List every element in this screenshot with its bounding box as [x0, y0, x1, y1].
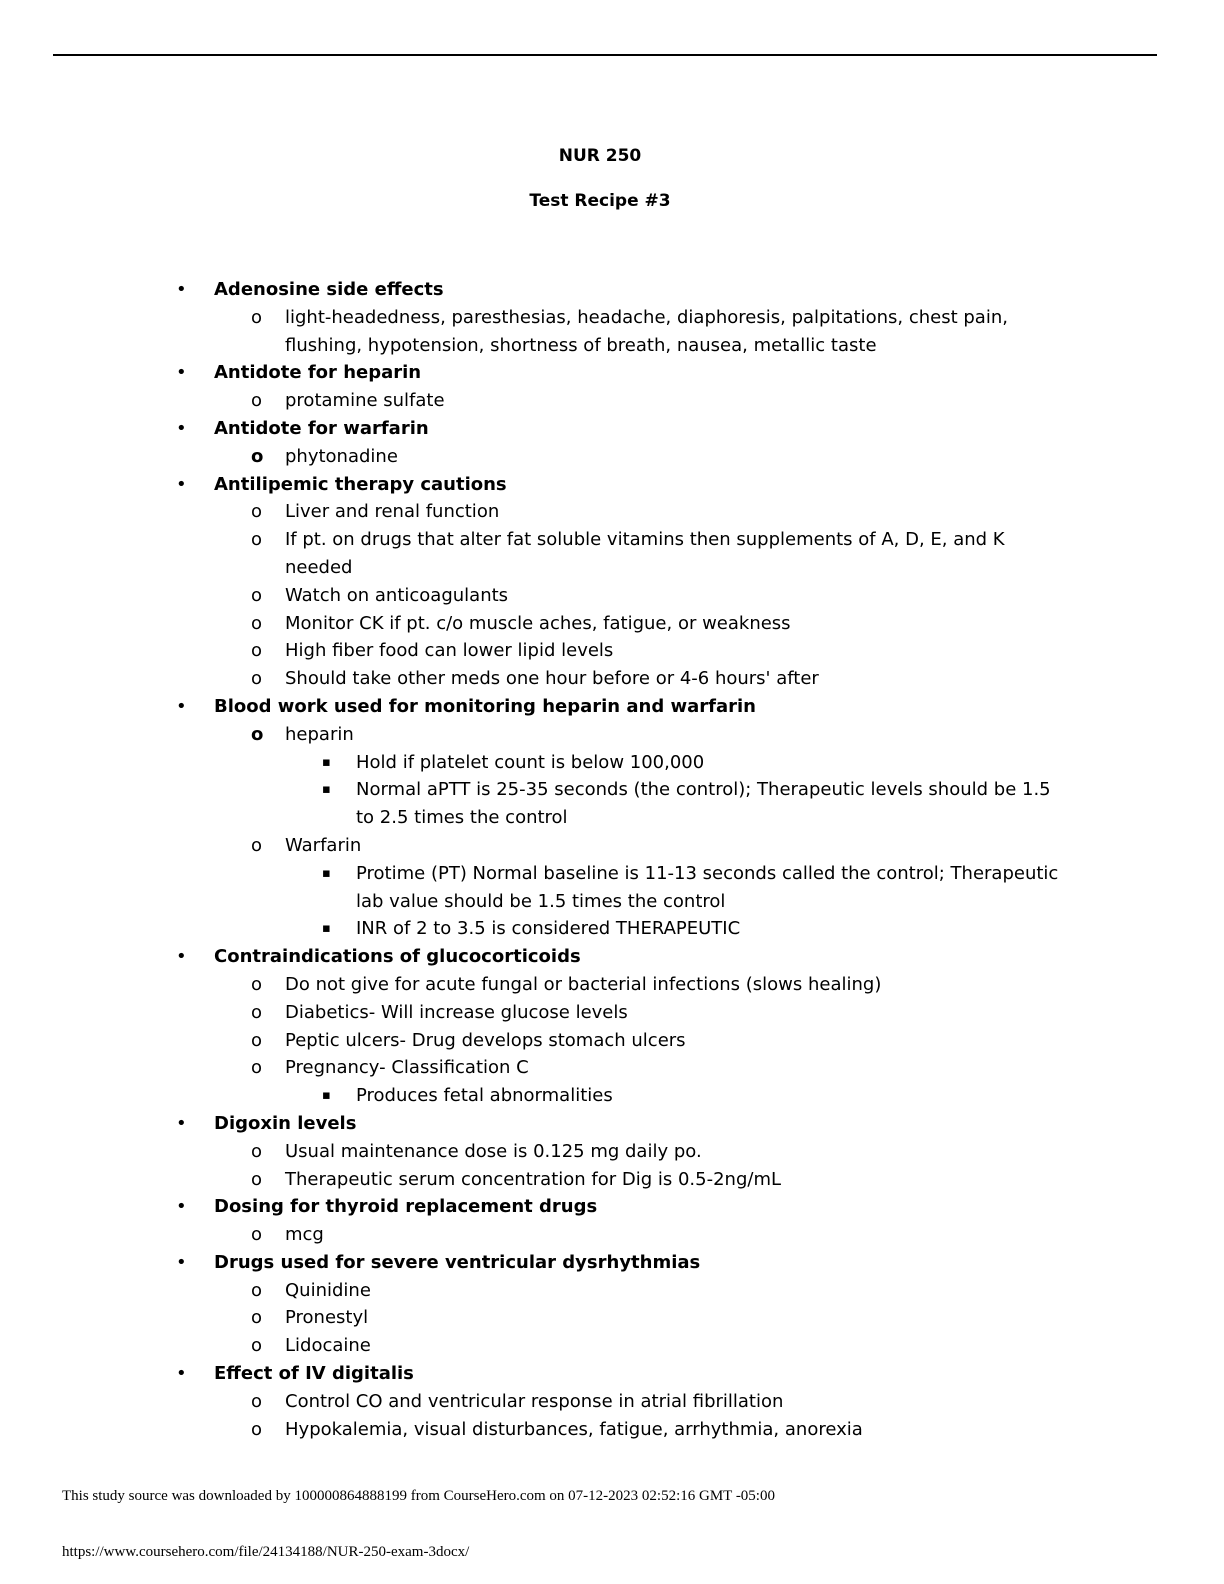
list-item: [0, 610, 1224, 638]
circle-marker: o: [251, 973, 263, 995]
heading-text: Contraindications of glucocorticoids: [214, 946, 581, 968]
item-text: mcg: [285, 1224, 324, 1246]
item-text: Warfarin: [285, 834, 362, 856]
heading-text: Adenosine side effects: [214, 279, 444, 300]
heading-text: Antidote for heparin: [214, 362, 422, 384]
item-text: Pronestyl: [285, 1307, 369, 1329]
list-item: [0, 860, 1224, 916]
list-item: [0, 971, 1224, 999]
item-text: phytonadine: [285, 445, 398, 467]
download-notice: This study source was downloaded by 100000864888199 from CourseHero.com on 07-12-2023 02:52:16 GMT -05:00: [62, 1488, 775, 1504]
bullet-marker: •: [176, 1196, 187, 1218]
list-item: [0, 582, 1224, 610]
list-item: [0, 1416, 1224, 1444]
circle-marker: o: [251, 1335, 263, 1357]
circle-marker: o: [251, 1279, 263, 1301]
item-text: Protime (PT) Normal baseline is 11-13 seconds called the control; Therapeutic lab value should be 1.5 times the control: [356, 862, 1059, 912]
circle-marker: o: [251, 390, 263, 412]
list-item: [0, 304, 1224, 360]
list-item-heading: [0, 1193, 1224, 1221]
list-item: [0, 1138, 1224, 1166]
list-item: [0, 776, 1224, 832]
circle-marker: o: [251, 501, 263, 523]
circle-marker: o: [251, 1001, 263, 1023]
list-item: [0, 1082, 1224, 1110]
item-text: Do not give for acute fungal or bacterial infections (slows healing): [285, 973, 882, 995]
item-text: Hold if platelet count is below 100,000: [356, 751, 705, 773]
list-item-heading: [0, 943, 1224, 971]
item-text: Monitor CK if pt. c/o muscle aches, fatigue, or weakness: [285, 612, 791, 634]
list-item: [0, 1054, 1224, 1082]
list-item: [0, 526, 1224, 582]
square-marker: ▪: [322, 754, 331, 770]
list-item-heading: [0, 1110, 1224, 1138]
item-text: Usual maintenance dose is 0.125 mg daily po.: [285, 1140, 702, 1162]
circle-marker: o: [251, 640, 263, 662]
list-item-heading: [0, 693, 1224, 721]
bullet-marker: •: [176, 362, 187, 384]
list-item: [0, 665, 1224, 693]
source-url-link[interactable]: https://www.coursehero.com/file/24134188/NUR-250-exam-3docx/: [62, 1544, 470, 1560]
item-text: Peptic ulcers- Drug develops stomach ulcers: [285, 1029, 686, 1051]
circle-marker: o: [251, 1224, 263, 1246]
circle-marker: o: [251, 612, 263, 634]
bullet-marker: •: [176, 1251, 187, 1273]
item-text: Control CO and ventricular response in atrial fibrillation: [285, 1390, 784, 1412]
list-item: [0, 1221, 1224, 1249]
circle-marker: o: [251, 668, 263, 690]
heading-text: Digoxin levels: [214, 1112, 357, 1134]
bullet-marker: •: [176, 695, 187, 717]
item-text: Liver and renal function: [285, 501, 500, 523]
list-item: [0, 387, 1224, 415]
document-title: NUR 250: [558, 146, 642, 166]
heading-text: Effect of IV digitalis: [214, 1363, 414, 1385]
list-item-heading: [0, 1249, 1224, 1277]
item-text: If pt. on drugs that alter fat soluble vitamins then supplements of A, D, E, and K needed: [285, 529, 1005, 578]
heading-text: Antidote for warfarin: [214, 417, 429, 439]
list-item: [0, 1304, 1224, 1332]
circle-marker: o: [251, 1307, 263, 1329]
list-item-heading: [0, 415, 1224, 443]
item-text: INR of 2 to 3.5 is considered THERAPEUTIC: [356, 918, 741, 940]
item-text: Pregnancy- Classification C: [285, 1057, 529, 1079]
top-rule: [53, 54, 1157, 56]
list-item: [0, 1332, 1224, 1360]
square-marker: ▪: [322, 921, 331, 937]
circle-marker: o: [251, 1168, 263, 1190]
bullet-marker: •: [176, 946, 187, 968]
bullet-marker: •: [176, 417, 187, 439]
list-item: [0, 498, 1224, 526]
bullet-marker: •: [176, 1112, 187, 1134]
list-item: [0, 999, 1224, 1027]
circle-marker: o: [251, 1418, 263, 1440]
heading-text: Blood work used for monitoring heparin and warfarin: [214, 695, 756, 717]
item-text: Hypokalemia, visual disturbances, fatigue, arrhythmia, anorexia: [285, 1418, 863, 1440]
item-text: Produces fetal abnormalities: [356, 1085, 613, 1107]
heading-text: Antilipemic therapy cautions: [214, 473, 507, 495]
item-text: light-headedness, paresthesias, headache, diaphoresis, palpitations, chest pain, flushing, hypotension, shortness of breath, nausea, metallic taste: [285, 306, 1008, 356]
circle-marker: o: [251, 584, 263, 606]
list-item: [0, 1388, 1224, 1416]
list-item: [0, 721, 1224, 749]
item-text: Diabetics- Will increase glucose levels: [285, 1001, 628, 1023]
item-text: Quinidine: [285, 1279, 371, 1301]
item-text: protamine sulfate: [285, 390, 445, 412]
notes-list: [0, 276, 1224, 1443]
list-item: [0, 443, 1224, 471]
item-text: Therapeutic serum concentration for Dig is 0.5-2ng/mL: [285, 1168, 782, 1190]
square-marker: ▪: [322, 865, 331, 881]
bullet-marker: •: [176, 473, 187, 495]
item-text: heparin: [285, 723, 354, 745]
list-item-heading: [0, 471, 1224, 499]
list-item: [0, 637, 1224, 665]
item-text: Watch on anticoagulants: [285, 584, 509, 606]
circle-marker: o: [251, 834, 263, 856]
heading-text: Drugs used for severe ventricular dysrhythmias: [214, 1251, 701, 1273]
list-item: [0, 832, 1224, 860]
list-item: [0, 749, 1224, 777]
list-item-heading: [0, 276, 1224, 304]
circle-marker: o: [251, 306, 263, 328]
list-item-heading: [0, 1360, 1224, 1388]
bullet-marker: •: [176, 1363, 187, 1385]
item-text: Lidocaine: [285, 1335, 371, 1357]
circle-marker: o: [251, 1057, 263, 1079]
item-text: Normal aPTT is 25-35 seconds (the control); Therapeutic levels should be 1.5 to 2.5 times the control: [356, 779, 1051, 829]
square-marker: ▪: [322, 782, 331, 798]
list-item-heading: [0, 359, 1224, 387]
list-item: [0, 1166, 1224, 1194]
square-marker: ▪: [322, 1088, 331, 1104]
heading-text: Dosing for thyroid replacement drugs: [214, 1196, 598, 1218]
circle-marker: o: [251, 1390, 263, 1412]
list-item: [0, 915, 1224, 943]
circle-marker: o: [251, 1140, 263, 1162]
circle-marker: o: [251, 445, 264, 467]
item-text: Should take other meds one hour before or 4-6 hours' after: [285, 668, 819, 690]
circle-marker: o: [251, 723, 264, 745]
circle-marker: o: [251, 1029, 263, 1051]
bullet-marker: •: [176, 279, 187, 300]
list-item: [0, 1027, 1224, 1055]
document-subtitle: Test Recipe #3: [529, 191, 671, 211]
list-item: [0, 1277, 1224, 1305]
item-text: High fiber food can lower lipid levels: [285, 640, 614, 662]
circle-marker: o: [251, 529, 263, 551]
